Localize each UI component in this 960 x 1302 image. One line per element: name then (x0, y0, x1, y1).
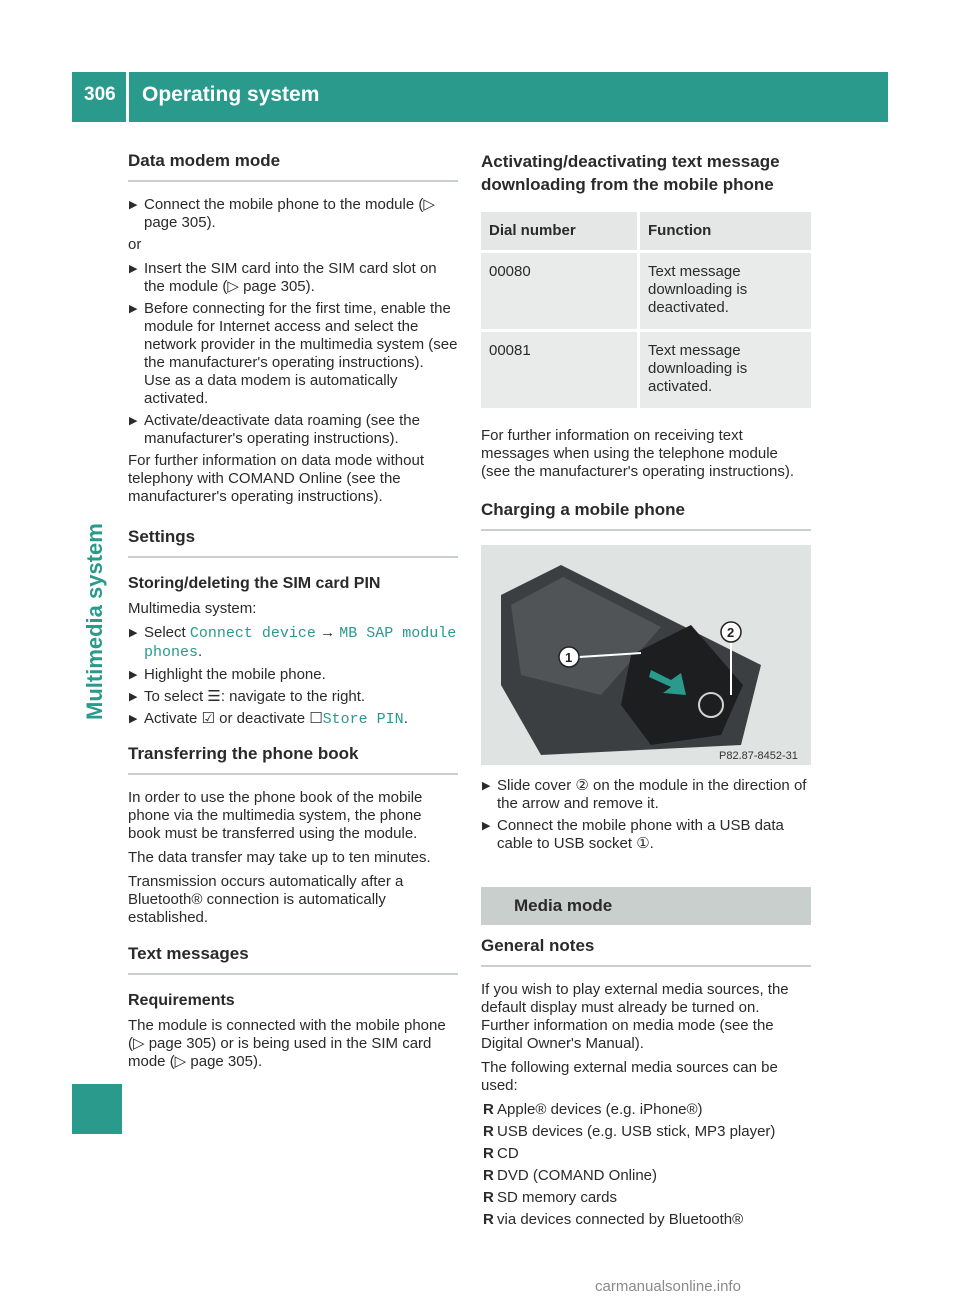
list-item: R USB devices (e.g. USB stick, MP3 player) (483, 1123, 776, 1140)
list-item: R CD (483, 1145, 519, 1162)
media-p2: The following external media sources can be used: (481, 1059, 778, 1094)
media-mode-box: Media mode (481, 887, 811, 925)
step-arrow-icon: ▶ (129, 263, 138, 275)
step-item: ▶ Insert the SIM card into the SIM card slot on the module (▷ page 305). (129, 260, 437, 295)
data-modem-note: For further information on data mode without telephony with COMAND Online (see the manufacturer's operating instructions). (128, 452, 424, 505)
dial-number-table (481, 212, 811, 411)
data-modem-heading: Data modem mode (128, 150, 458, 182)
activation-heading: Activating/deactivating text message downloading from the mobile phone (481, 152, 780, 194)
list-item: R SD memory cards (483, 1189, 618, 1206)
step-item: ▶ Connect the mobile phone with a USB data cable to USB socket ①. (482, 817, 784, 852)
bullet-icon: R (483, 1167, 494, 1184)
bullet-icon: R (483, 1145, 494, 1162)
media-p1: If you wish to play external media sources, the default display must already be turned on. Further information on media mode (see the Digital Owner's Manual). (481, 981, 789, 1052)
bullet-icon: R (483, 1211, 494, 1228)
activation-note: For further information on receiving text messages when using the telephone module (see the manufacturer's operating instructions). (481, 427, 795, 480)
multimedia-intro: Multimedia system: (128, 600, 257, 617)
sim-pin-subheading: Storing/deleting the SIM card PIN (128, 575, 381, 592)
step-item: ▶ Connect the mobile phone to the module (▷ page 305). (129, 196, 435, 231)
bullet-icon: R (483, 1189, 494, 1206)
text-messages-heading: Text messages (128, 943, 458, 975)
menu-list-icon: ☰ (207, 688, 221, 705)
charging-heading: Charging a mobile phone (481, 499, 811, 531)
right-column (481, 150, 811, 1233)
requirements-subheading: Requirements (128, 992, 235, 1009)
table-cell: 00081 (481, 332, 637, 411)
table-cell: Text message downloading is deactivated. (637, 253, 811, 332)
list-item: R DVD (COMAND Online) (483, 1167, 658, 1184)
general-notes-heading: General notes (481, 935, 811, 967)
list-item: R Apple® devices (e.g. iPhone®) (483, 1101, 703, 1118)
header-bar (72, 72, 888, 122)
step-arrow-icon: ▶ (129, 691, 138, 703)
checkbox-empty-icon: ☐ (309, 710, 323, 727)
step-arrow-icon: ▶ (129, 199, 138, 211)
step-arrow-icon: ▶ (129, 669, 138, 681)
step-arrow-icon: ▶ (129, 713, 138, 725)
step-item: ▶ Before connecting for the first time, enable the module for Internet access and select the network provider in the multimedia system (see the manufacturer's operating instructions). Use as a data modem is automatically activated. (129, 300, 458, 407)
table-row (481, 253, 811, 332)
list-item: R via devices connected by Bluetooth® (483, 1211, 744, 1228)
or-text: or (128, 236, 142, 253)
phonebook-p1: In order to use the phone book of the mobile phone via the multimedia system, the phone book must be transferred using the module. (128, 789, 423, 842)
step-item: ▶ To select ☰: navigate to the right. (129, 688, 366, 705)
side-marker (72, 1084, 122, 1134)
table-header: Function (637, 212, 811, 253)
table-cell: 00080 (481, 253, 637, 332)
store-pin-label: Store PIN (322, 711, 404, 728)
callout-1-label: 1 (565, 650, 573, 665)
table-header: Dial number (481, 212, 637, 253)
bullet-icon: R (483, 1101, 494, 1118)
bullet-icon: R (483, 1123, 494, 1140)
module-photo (481, 545, 811, 765)
requirements-text: The module is connected with the mobile phone (▷ page 305) or is being used in the SIM card mode (▷ page 305). (128, 1017, 446, 1070)
step-item: ▶ Select Connect device → MB SAP module phones. (129, 624, 457, 661)
step-item: ▶ Activate/deactivate data roaming (see the manufacturer's operating instructions). (129, 412, 420, 447)
step-item: ▶ Activate ☑ or deactivate ☐Store PIN. (129, 710, 408, 728)
phonebook-p3: Transmission occurs automatically after a Bluetooth® connection is automatically established. (128, 873, 404, 926)
module-illustration (481, 545, 811, 765)
phonebook-heading: Transferring the phone book (128, 743, 458, 775)
step-arrow-icon: ▶ (129, 303, 138, 315)
checkbox-checked-icon: ☑ (201, 710, 215, 727)
table-cell: Text message downloading is activated. (637, 332, 811, 411)
menu-mb-sap-module-phones: MB SAP module phones (144, 625, 457, 661)
step-item: ▶ Highlight the mobile phone. (129, 666, 326, 683)
menu-connect-device: Connect device (189, 625, 316, 642)
callout-2-label: 2 (727, 625, 735, 640)
step-arrow-icon: ▶ (482, 820, 491, 832)
image-code: P82.87-8452-31 (719, 750, 798, 762)
watermark: carmanualsonline.info (595, 1278, 741, 1295)
table-row (481, 332, 811, 411)
page-title: Operating system (142, 83, 320, 106)
step-arrow-icon: ▶ (129, 415, 138, 427)
header-divider (126, 72, 129, 122)
phonebook-p2: The data transfer may take up to ten minutes. (128, 849, 431, 866)
step-arrow-icon: ▶ (129, 627, 138, 639)
settings-heading: Settings (128, 526, 458, 558)
left-column (128, 150, 458, 1077)
step-arrow-icon: ▶ (482, 780, 491, 792)
page-number: 306 (84, 84, 116, 105)
step-item: ▶ Slide cover ② on the module in the direction of the arrow and remove it. (482, 777, 807, 812)
